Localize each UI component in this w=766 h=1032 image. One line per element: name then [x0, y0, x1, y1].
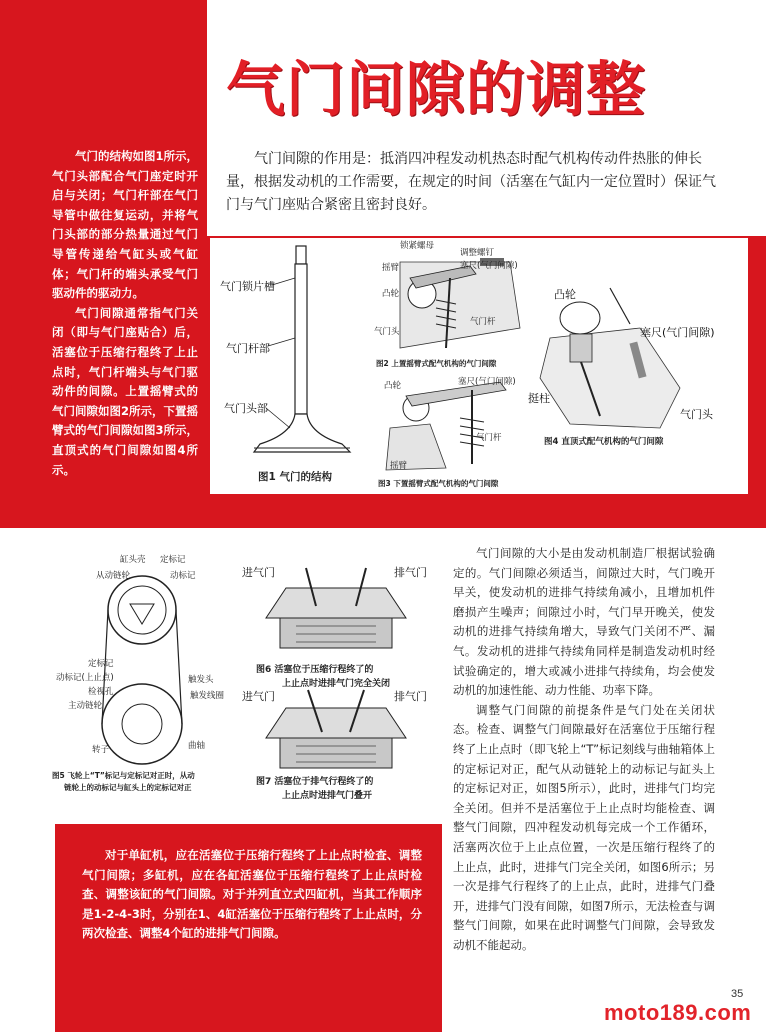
fig2-label-feeler: 塞尺(气门间隙) — [460, 261, 518, 271]
figure-5 — [52, 548, 248, 808]
fig1-label-lock-groove: 气门锁片槽 — [220, 280, 275, 293]
fig7-label-intake: 进气门 — [242, 690, 275, 703]
fig4-label-feeler: 塞尺(气门间隙) — [640, 326, 715, 339]
fig2-label-stem: 气门杆 — [470, 317, 496, 327]
fig7-label-exhaust: 排气门 — [394, 690, 427, 703]
fig4-label-head: 气门头 — [680, 408, 713, 421]
fig3-label-cam: 凸轮 — [384, 381, 402, 391]
fig5-label-fixed-mark: 定标记 — [160, 555, 186, 565]
fig4-label-cam: 凸轮 — [554, 288, 576, 301]
fig3-label-rocker: 摇臂 — [390, 461, 408, 471]
fig7-caption-line-1: 图7 活塞位于排气行程终了的 — [256, 777, 374, 787]
right-column — [453, 544, 715, 955]
fig5-label-driven-sprocket: 从动链轮 — [96, 571, 131, 581]
fig2-caption: 图2 上置摇臂式配气机构的气门间隙 — [376, 359, 497, 368]
fig5-label-moving-mark-tdc: 动标记(上止点) — [56, 673, 114, 683]
fig3-caption: 图3 下置摇臂式配气机构的气门间隙 — [378, 479, 499, 488]
fig4-caption: 图4 直顶式配气机构的气门间隙 — [544, 437, 664, 447]
fig6-label-exhaust: 排气门 — [394, 566, 427, 579]
page-number: 35 — [731, 988, 744, 1000]
fig5-label-head-shell: 缸头壳 — [120, 555, 146, 565]
fig6-caption-line-2: 上止点时进排气门完全关闭 — [282, 679, 391, 689]
left-column — [52, 147, 198, 480]
fig5-label-fixed-mark-2: 定标记 — [88, 659, 114, 669]
watermark: moto189.com — [604, 1000, 752, 1025]
figure-7-drawing — [266, 690, 406, 768]
right-paragraph-2: 调整气门间隙的前提条件是气门处在关闭状态。检查、调整气门间隙最好在活塞位于压缩行程终了上止点时（即飞轮上“T”标记刻线与曲轴箱体上的定标记对正，配气从动链轮上的动标记与缸头上的定标记对正，如图5所示），此时，进排气门均完全关闭。但并不是活塞位于上止点时均能检查、调整气门间隙，四冲程发动机每完成一个工作循环，活塞两次位于上止点位置，一次是压缩行程终了的上止点，此时，进排气门完全关闭，如图6所示；另一次是排气行程终了的上止点，此时，进排气门叠开，进排气门没有间隙，如图7所示，无法检查与调整气门间隙，如果在此时调整气门间隙，会导致发动机不能起动。 — [453, 702, 715, 952]
left-paragraph-1: 气门的结构如图1所示，气门头部配合气门座定时开启与关闭；气门杆部在气门导管中做往复运动，并将气门头部的部分热量通过气门导管传递给气缸头或气缸体；气门杆的端头承受气门驱动件的驱动力。 — [52, 149, 199, 301]
intro-paragraph: 气门间隙的作用是：抵消四冲程发动机热态时配气机构传动件热胀的伸长量，根据发动机的工作需要，在规定的时间（活塞在气缸内一定位置时）保证气门与气门座贴合紧密且密封良好。 — [226, 151, 716, 213]
fig4-label-tappet: 挺柱 — [528, 392, 550, 405]
fig2-label-cam: 凸轮 — [382, 289, 400, 299]
fig1-caption: 图1 气门的结构 — [258, 471, 332, 483]
fig6-label-intake: 进气门 — [242, 566, 275, 579]
fig5-label-trigger-coil: 触发线圈 — [190, 691, 225, 701]
fig5-label-moving-mark: 动标记 — [170, 571, 196, 581]
figures-6-7 — [236, 548, 436, 816]
fig2-label-head: 气门头 — [374, 327, 400, 337]
fig5-label-drive-sprocket: 主动链轮 — [68, 701, 103, 711]
fig5-caption-line-2: 链轮上的动标记与缸头上的定标记对正 — [64, 783, 192, 792]
fig1-label-stem: 气门杆部 — [226, 342, 270, 355]
figures-1-4-panel — [210, 238, 748, 494]
fig5-label-trigger-head: 触发头 — [188, 675, 214, 685]
fig5-caption-line-1: 图5 飞轮上“T”标记与定标记对正时，从动 — [52, 771, 195, 780]
fig1-label-head: 气门头部 — [224, 402, 268, 415]
fig7-caption-line-2: 上止点时进排气门叠开 — [282, 791, 373, 801]
fig3-label-feeler: 塞尺(气门间隙) — [458, 377, 516, 387]
bottom-box-text: 对于单缸机，应在活塞位于压缩行程终了上止点时检查、调整气门间隙；多缸机，应在各缸活塞位于压缩行程终了上止点时检查、调整该缸的气门间隙。对于并列直立式四缸机，当其工作顺序是1-2-4-3时，分别在1、4缸活塞位于压缩行程终了上止点时，分两次检查、调整4个缸的进排气门间隙。 — [82, 848, 422, 941]
fig5-label-inspection-hole: 检视孔 — [88, 687, 114, 697]
left-paragraph-2: 气门间隙通常指气门关闭（即与气门座贴合）后，活塞位于压缩行程终了上止点时，气门杆端头与气门驱动件的间隙。上置摇臂式的气门间隙如图2所示，下置摇臂式的气门间隙如图3所示，直顶式的气门间隙如图4所示。 — [52, 305, 199, 477]
figures-1-4-svg — [210, 238, 748, 494]
page-title: 气门间隙的调整 — [226, 55, 647, 124]
fig5-label-crankshaft: 曲轴 — [188, 741, 206, 751]
figure-2-drawing — [400, 258, 520, 348]
right-paragraph-1: 气门间隙的大小是由发动机制造厂根据试验确定的。气门间隙必须适当，间隙过大时，气门晚开早关，使发动机的进排气持续角减小，且增加机件磨损产生噪声；间隙过小时，气门早开晚关，使发动机的进排气持续角增大，导致气门关闭不严、漏气。发动机的进排气持续角同样是制造发动机时经试验确定的，增大或减小进排气持续角，均会使发动机的加速性能、动力性能、功率下降。 — [453, 546, 715, 698]
fig5-label-rotor: 转子 — [92, 745, 110, 755]
figures-6-7-svg — [236, 548, 436, 816]
fig2-label-lock-nut: 锁紧螺母 — [400, 241, 435, 251]
fig3-label-stem: 气门杆 — [476, 433, 502, 443]
figure-5-svg — [52, 548, 248, 808]
fig2-label-rocker: 摇臂 — [382, 263, 400, 273]
fig6-caption-line-1: 图6 活塞位于压缩行程终了的 — [256, 665, 374, 675]
figure-6-drawing — [266, 568, 406, 648]
figure-4-drawing — [540, 288, 680, 428]
fig2-label-adjust-screw: 调整螺钉 — [460, 248, 495, 258]
figure-3-drawing — [386, 382, 506, 470]
